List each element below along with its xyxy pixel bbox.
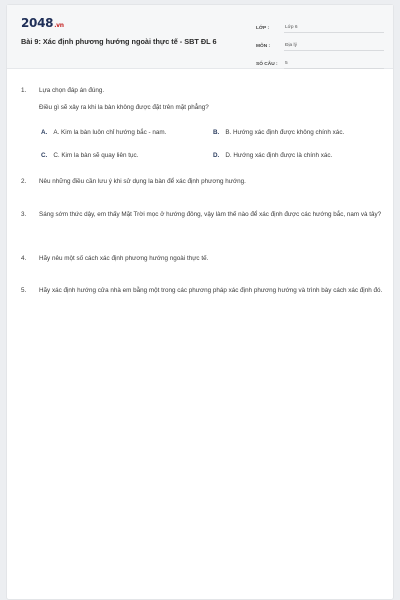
question-number: 5. (21, 287, 27, 294)
question-text: Lựa chọn đáp án đúng. (39, 87, 105, 94)
logo-tld: .vn (54, 22, 64, 29)
question-5 (21, 285, 383, 296)
meta-label: LỚP : (256, 26, 270, 31)
option-b[interactable] (213, 127, 344, 138)
meta-value: Địa lý (284, 39, 384, 51)
meta-value: Lớp 6 (284, 21, 384, 33)
question-number: 4. (21, 255, 27, 262)
option-letter: D. (213, 152, 220, 159)
option-d[interactable] (213, 150, 332, 161)
option-letter: A. (41, 129, 48, 136)
option-c[interactable] (41, 150, 138, 161)
option-letter: C. (41, 152, 48, 159)
logo-brand: 2048 (21, 16, 54, 30)
document-title: Bài 9: Xác định phương hướng ngoài thực tế - SBT ĐL 6 (21, 37, 217, 46)
question-4 (21, 253, 383, 264)
question-text: Hãy xác định hướng cửa nhà em bằng một trong các phương pháp xác định phương hướng và trình bày cách xác định đó. (39, 287, 383, 294)
meta-row-class (256, 19, 384, 33)
meta-row-question-count (256, 55, 384, 69)
question-number: 2. (21, 178, 27, 185)
worksheet-header (7, 5, 393, 69)
question-2 (21, 176, 383, 187)
question-text: Nêu những điều cần lưu ý khi sử dụng la bàn để xác định phương hướng. (39, 178, 246, 185)
question-3 (21, 209, 383, 220)
option-text: B. Hướng xác định được không chính xác. (225, 129, 345, 136)
meta-label: MÔN : (256, 44, 271, 49)
option-a[interactable] (41, 127, 166, 138)
worksheet (6, 4, 394, 600)
option-text: C. Kim la bàn sẽ quay liên tục. (53, 152, 139, 159)
site-logo[interactable] (21, 16, 64, 30)
option-text: A. Kim la bàn luôn chỉ hướng bắc - nam. (53, 129, 167, 136)
question-1-prompt: Điều gì sẽ xảy ra khi la bàn không được đặt trên mặt phẳng? (39, 104, 209, 111)
meta-value: 5 (284, 57, 384, 69)
meta-row-subject (256, 37, 384, 51)
option-letter: B. (213, 129, 220, 136)
question-number: 1. (21, 87, 27, 94)
option-text: D. Hướng xác định được là chính xác. (225, 152, 333, 159)
question-1 (21, 85, 383, 96)
question-number: 3. (21, 211, 27, 218)
meta-label: SỐ CÂU : (256, 62, 278, 67)
question-text: Hãy nêu một số cách xác định phương hướng ngoài thực tế. (39, 255, 209, 262)
question-text: Sáng sớm thức dậy, em thấy Mặt Trời mọc ở hướng đông, vậy làm thế nào để xác định được các hướng bắc, nam và tây? (39, 211, 382, 218)
meta-info (256, 19, 384, 73)
